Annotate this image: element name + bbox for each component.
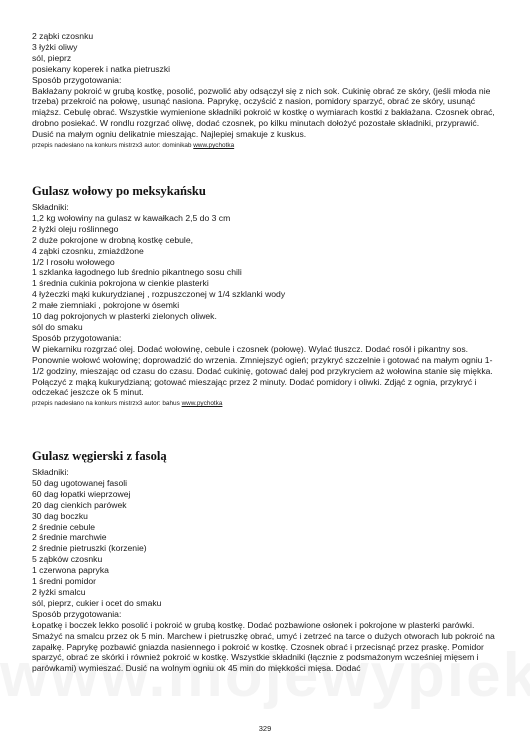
ingredients-heading: Składniki: (32, 202, 69, 212)
ingredient-line: 2 średnie pietruszki (korzenie) (32, 543, 147, 554)
ingredient-line: 1 czerwona papryka (32, 565, 109, 576)
ingredient-line: 1 średni pomidor (32, 576, 97, 587)
credit-link[interactable]: www.pychotka (181, 400, 223, 408)
ingredient-line: 60 dag łopatki wieprzowej (32, 488, 131, 499)
ingredient-line: 2 średnie marchwie (32, 532, 107, 543)
recipe-section-gulasz-meksykanski (32, 184, 500, 408)
credit-text: przepis nadesłano na konkurs mistrzx3 autor: dominikab (32, 142, 192, 150)
method-heading: Sposób przygotowania: (32, 332, 122, 343)
recipe-credit (32, 399, 500, 408)
ingredient-line: 10 dag pokrojonych w plasterki zielonych oliwek. (32, 311, 217, 322)
ingredient-line: 2 średnie cebule (32, 521, 96, 532)
ingredient-line: 1/2 l rosołu wołowego (32, 256, 115, 267)
ingredient-line: 2 małe ziemniaki , pokrojone w ósemki (32, 300, 180, 311)
method-text: Bakłażany pokroić w grubą kostkę, posolić, pozwolić aby odsączył się z nich sok. Cukinię obrać ze skóry, (jeśli młoda nie trzeba) przekroić na połowę, usunąć nasiona. Paprykę, oczyścić z nasion, pomidory sparzyć, obrać ze skóry, usunąć miąższ. Cebulę obrać. Wszystkie wymienione składniki pokroić w kostkę o wymiarach kostki z bakłażana. Czosnek obrać, drobno posiekać. W rondlu rozgrzać oliwę, dodać czosnek, po kilku minutach dołożyć pozostałe składniki, przyprawić. Dusić na małym ogniu delikatnie mieszając. Najlepiej smakuje z kuskus. (32, 85, 495, 140)
credit-text: przepis nadesłano na konkurs mistrzx3 autor: bahus (32, 400, 180, 408)
ingredient-line: posiekany koperek i natka pietruszki (32, 63, 171, 74)
ingredient-line: 1,2 kg wołowiny na gulasz w kawałkach 2,5 do 3 cm (32, 212, 231, 223)
ingredient-line: 1 szklanka łagodnego lub średnio pikantnego sosu chili (32, 267, 242, 278)
ingredient-line: 2 duże pokrojone w drobną kostkę cebule, (32, 234, 193, 245)
ingredient-line: sól, pieprz (32, 52, 72, 63)
credit-link[interactable]: www.pychotka (193, 142, 235, 150)
ingredient-line: sól, pieprz, cukier i ocet do smaku (32, 597, 162, 608)
recipe-title: Gulasz węgierski z fasolą (32, 449, 167, 463)
recipe-section-gulasz-wegierski (32, 449, 500, 674)
recipe-credit (32, 141, 500, 150)
method-heading: Sposób przygotowania: (32, 74, 122, 85)
ingredient-line: 3 łyżki oliwy (32, 41, 78, 52)
ingredient-line: 50 dag ugotowanej fasoli (32, 477, 128, 488)
recipe-title: Gulasz wołowy po meksykańsku (32, 184, 206, 198)
ingredient-line: 2 łyżki smalcu (32, 586, 86, 597)
ingredient-line: 5 ząbków czosnku (32, 554, 103, 565)
ingredient-line: 2 ząbki czosnku (32, 31, 94, 41)
ingredient-line: sól do smaku (32, 321, 83, 332)
ingredient-line: 1 średnia cukinia pokrojona w cienkie plasterki (32, 278, 209, 289)
ingredient-line: 4 łyżeczki mąki kukurydzianej , rozpuszczonej w 1/4 szklanki wody (32, 289, 286, 300)
ingredient-line: 4 ząbki czosnku, zmiażdżone (32, 245, 144, 256)
recipe-section-continued (32, 31, 500, 150)
ingredient-line: 20 dag cienkich parówek (32, 499, 127, 510)
ingredient-line: 2 łyżki oleju roślinnego (32, 223, 119, 234)
ingredient-line: 30 dag boczku (32, 510, 88, 521)
method-text: W piekarniku rozgrzać olej. Dodać wołowinę, cebule i czosnek (połowę). Wylać tłuszcz. Dodać rosół i pikantny sos. Ponownie wołowć wołowinę; doprowadzić do wrzenia. Zmniejszyć ogień; przykryć szczelnie i gotować na małym ogniu 1-1/2 godziny, mieszając od czasu do czasu. Dodać cukinię, gotować dalej pod przykryciem aż wołowina stanie się miękka. Połączyć z mąką kukurydzianą; gotować mieszając przez 2 minuty. Dodać pomidory i oliwki. Zdjąć z ognia, przykryć i odczekać jeszcze ok 5 minut. (32, 343, 493, 398)
page-number: 329 (258, 724, 272, 733)
method-heading: Sposób przygotowania: (32, 608, 122, 619)
ingredients-heading: Składniki: (32, 467, 69, 477)
method-text: Łopatkę i boczek lekko posolić i pokroić w grubą kostkę. Dodać pozbawione osłonek i pokrojone w plasterki parówki. Smażyć na smalcu przez ok 5 min. Marchew i pietruszkę obrać, umyć i zetrzeć na tarce o dużych otworach lub pokroić na zapałkę. Paprykę pozbawić gniazda nasiennego i pokroić w kostkę. Czosnek obrać i przecisnąć przez praskę. Pomidor sparzyć, obrać ze skórki i również pokroić w kostkę. Wszystkie składniki (łącznie z podsmażonym wcześniej mięsem i parówkami) wymieszać. Dusić na wolnym ogniu ok 45 min do miękkości mięsa. Dodać (32, 619, 495, 674)
